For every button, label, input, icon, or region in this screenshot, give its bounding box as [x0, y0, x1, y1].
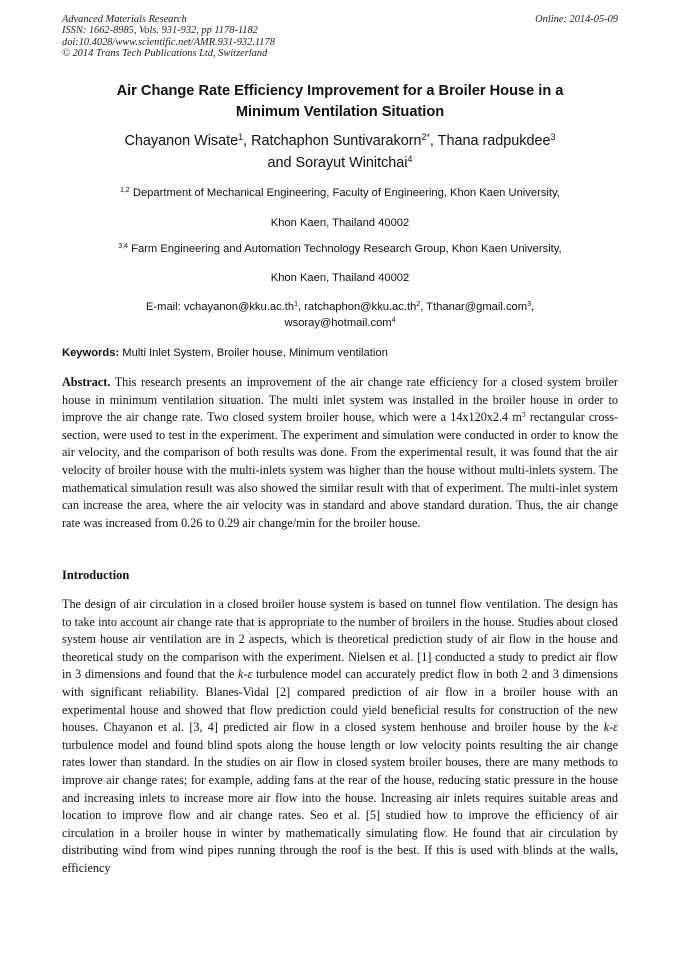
affiliation-1-city: Khon Kaen, Thailand 40002: [270, 217, 410, 229]
affiliation-2: [62, 242, 618, 256]
author-name: Chayanon Wisate: [124, 133, 239, 149]
author-sup: 4: [407, 154, 413, 165]
journal-name: Advanced Materials Research: [62, 14, 187, 25]
email-sup: 3: [527, 301, 531, 309]
author-sup: 3: [550, 132, 556, 143]
intro-text: turbulence model can accurately predict flow in both 2 and 3 dimensions with significant reliability. Blanes-Vidal [2] compared prediction of air flow in a broiler house with an experimental house and showed that flow prediction could yield beneficial results for construction of the new houses. Chayanon et al. [3, 4] predicted air flow in a closed system henhouse and broiler house by the: [62, 667, 618, 735]
abstract-paragraph: [62, 374, 618, 532]
intro-text: The design of air circulation in a closed broiler house system is based on tunnel flow ventilation. The design has to take into account air change rate that is appropriate to the number of broilers in the house. Studies about closed system house air ventilation are in 2 aspects, which is theoretical prediction study of air flow in the house and theoretical study on the comparison with the experiment. Nielsen et al. [1] conducted a study to predict air flow in 3 dimensions and found that the: [62, 597, 618, 682]
title-line-2: Minimum Ventilation Situation: [235, 104, 445, 120]
affiliation-sup: 3,4: [118, 243, 128, 251]
abstract-sup: 3: [521, 410, 526, 420]
abstract-text: This research presents an improvement of the air change rate efficiency for a closed system broiler house in minimum ventilation situation. The multi inlet system was installed in the broiler house in order to improve the air change rate. Two closed system broiler house, which were a 14x120x2.4 m: [62, 375, 618, 425]
email-line-2: [62, 315, 618, 331]
issn-line: ISSN: 1662-8985, Vols. 931-932, pp 1178-1182: [62, 25, 258, 37]
affiliation-text: Farm Engineering and Automation Technology Research Group, Khon Kaen University,: [128, 243, 562, 255]
affiliation-1: [62, 186, 618, 200]
author-sup: 1: [238, 132, 244, 143]
email-text: E-mail: vchayanon@kku.ac.th: [145, 301, 295, 313]
affiliation-text: Department of Mechanical Engineering, Faculty of Engineering, Khon Kaen University,: [129, 187, 560, 199]
intro-text: turbulence model and found blind spots along the house length or low velocity points resulting the air change rates lower than standard. In the studies on air flow in closed system broiler houses, there are many methods to improve air change rates; for example, adding fans at the rear of the house, reducing static pressure in the house and increasing inlets to increase more air flow into the house. Increasing air inlets requires suitable areas and location to improve flow and air change rates. Seo et al. [5] studied how to improve the efficiency of air circulation in a broiler house in winter by mathematically simulating flow. He found that air circulation by distributing wind from wind pipes running through the roof is the best. If this is used with blinds at the walls, efficiency: [62, 737, 618, 875]
email-text: , Tthanar@gmail.com: [420, 301, 528, 313]
email-text: , ratchaphon@kku.ac.th: [297, 301, 417, 313]
k-epsilon-term: k-ε: [238, 667, 253, 682]
email-line-1: [62, 299, 618, 315]
introduction-paragraph: [62, 596, 618, 878]
affiliation-sup: 1,2: [120, 187, 130, 195]
paper-title: [62, 81, 618, 123]
author-line-1: [62, 130, 618, 152]
title-line-1: Air Change Rate Efficiency Improvement for a Broiler House in a: [116, 83, 564, 99]
author-name: and Sorayut Winitchai: [267, 155, 408, 171]
email-comma: ,: [530, 301, 535, 313]
abstract-label: Abstract.: [62, 375, 111, 389]
email-sup: 4: [391, 317, 396, 325]
email-text: wsoray@hotmail.com: [284, 317, 392, 329]
email-sup: 1: [294, 301, 298, 309]
author-list: [62, 130, 618, 174]
k-epsilon-term: k-ε: [603, 720, 618, 735]
keywords: [62, 346, 618, 360]
author-name: , Thana radpukdee: [429, 133, 551, 149]
author-name: , Ratchaphon Suntivarakorn: [243, 133, 422, 149]
keywords-label: Keywords:: [62, 347, 120, 359]
doi-line: doi:10.4028/www.scientific.net/AMR.931-932.1178: [62, 36, 275, 48]
journal-header: [62, 14, 618, 60]
author-sup: 2*: [421, 132, 430, 143]
keywords-text: Multi Inlet System, Broiler house, Minimum ventilation: [119, 347, 388, 359]
email-block: [62, 299, 618, 331]
online-date: Online: 2014-05-09: [535, 14, 618, 25]
copyright-line: © 2014 Trans Tech Publications Ltd, Switzerland: [62, 48, 268, 60]
introduction-heading: Introduction: [62, 568, 130, 582]
author-line-2: [62, 152, 618, 174]
affiliation-2-city: Khon Kaen, Thailand 40002: [270, 272, 410, 284]
email-sup: 2: [416, 301, 421, 309]
abstract-text: rectangular cross-section, were used to test in the experiment. The experiment and simulation were conducted in order to know the air velocity, and the comparison of both results was done. From the experimental result, it was found that the air velocity of broiler house with the multi-inlets system was higher than the house without multi-inlets system. The mathematical simulation result was also showed the similar result with that of experiment. The multi-inlet system can increase the area, where the air velocity was in standard and above standard duration. Thus, the air change rate was increased from 0.26 to 0.29 air change/min for the broiler house.: [62, 410, 618, 530]
